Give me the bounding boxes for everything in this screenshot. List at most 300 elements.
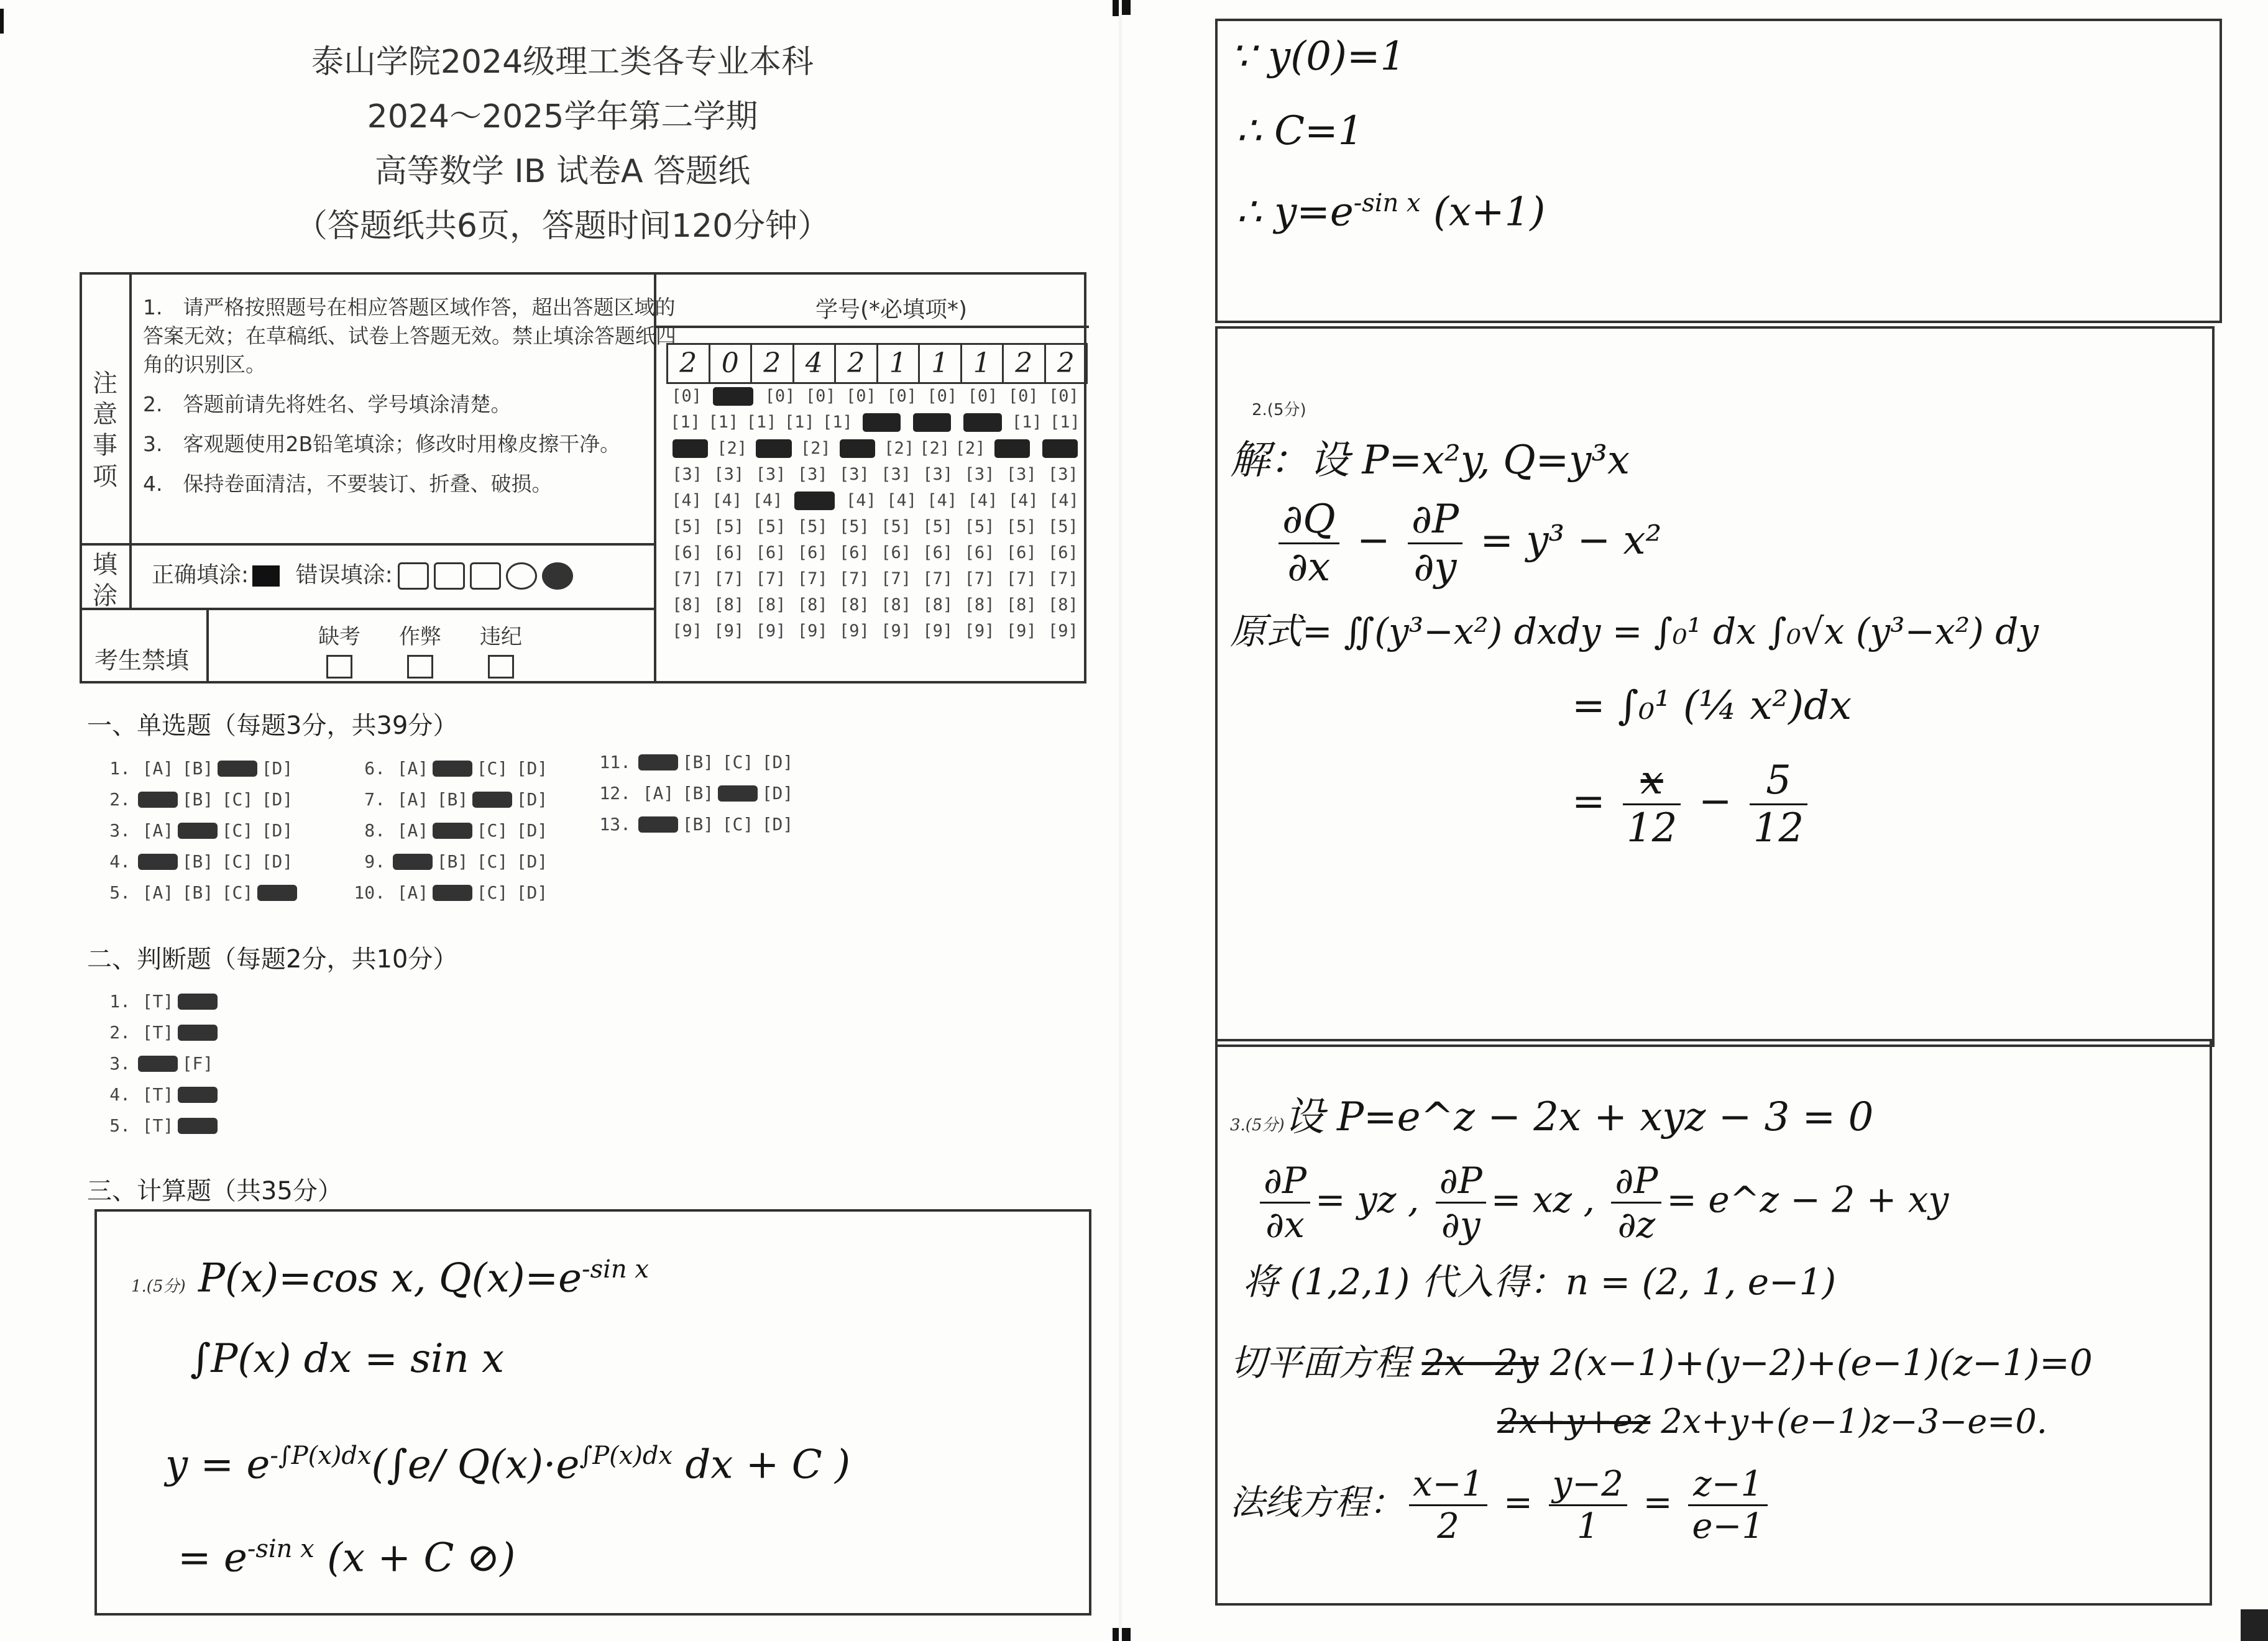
student-id-bubble[interactable]: [5] — [1006, 517, 1037, 536]
corner-mark — [1113, 1628, 1119, 1641]
student-id-digit: 2 — [668, 345, 710, 382]
student-id-bubble-row — [666, 566, 1084, 592]
mc-option-bubble[interactable]: [A] — [397, 789, 429, 810]
student-id-bubble[interactable]: [5] — [881, 517, 911, 536]
student-id-bubble[interactable]: [5] — [1048, 517, 1078, 536]
mc-option-bubble[interactable]: [B] — [181, 789, 214, 810]
tf-option-bubble[interactable]: [T] — [142, 991, 174, 1012]
mc-option-bubble[interactable] — [138, 792, 178, 808]
student-id-bubble[interactable]: [5] — [714, 517, 745, 536]
student-id-digit: 2 — [752, 345, 794, 382]
student-id-bubble[interactable]: [6] — [714, 543, 745, 562]
mc-option-bubble[interactable] — [638, 816, 678, 833]
mc-option-bubble[interactable]: [C] — [221, 820, 254, 841]
notes-label: 注意事项 — [93, 369, 117, 491]
student-id-bubble[interactable]: [3] — [797, 465, 828, 484]
student-id-bubble-row — [666, 436, 1084, 462]
student-id-bubble[interactable]: [1] — [708, 413, 739, 432]
q2-frac-num: 5 — [1750, 757, 1807, 805]
corner-mark — [1122, 0, 1131, 15]
mc-option-bubble[interactable]: [A] — [397, 820, 429, 841]
student-id-bubble[interactable]: [1] — [822, 413, 853, 432]
student-id-bubble[interactable]: [4] — [886, 491, 917, 510]
q1-score: 1.(5分) — [131, 1277, 186, 1296]
tf-question-number: 5. — [109, 1115, 131, 1136]
header-line: 2024～2025学年第二学期 — [367, 98, 758, 135]
mc-option-bubble[interactable]: [B] — [682, 783, 714, 803]
mc-option-bubble[interactable]: [D] — [516, 758, 548, 779]
student-id-bubble[interactable]: [2] — [884, 439, 914, 458]
student-id-bubble[interactable]: [4] — [927, 491, 958, 510]
student-id-bubble[interactable]: [9] — [964, 621, 995, 641]
student-id-bubble[interactable]: [8] — [881, 595, 911, 615]
wrong-fill-sample — [506, 562, 537, 590]
q3-frac-den: ∂z — [1617, 1204, 1656, 1246]
mc-option-bubble[interactable]: [D] — [516, 851, 548, 872]
mc-question-number: 4. — [109, 851, 131, 872]
student-id-bubble[interactable]: [8] — [1048, 595, 1078, 615]
student-id-digit: 2 — [1057, 347, 1075, 379]
mc-option-bubble[interactable]: [C] — [476, 882, 508, 903]
student-id-bubble[interactable]: [0] — [671, 386, 702, 406]
q2-line-3: 原式= ∬(y³−x²) dxdy = ∫₀¹ dx ∫₀√x (y³−x²) dy — [1230, 610, 2039, 652]
fill-side-label — [90, 549, 121, 611]
mc-option-bubble[interactable]: [D] — [261, 820, 293, 841]
student-id-bubble[interactable]: [9] — [672, 621, 702, 641]
mc-option-bubble[interactable] — [257, 885, 297, 901]
tf-option-bubble[interactable] — [178, 994, 218, 1010]
q2-line-1: 解：设 P=x²y, Q=y³x — [1230, 437, 1630, 483]
student-id-bubble[interactable]: [7] — [797, 569, 828, 588]
q3-text: 设 P=e^z − 2x + xyz − 3 = 0 — [1284, 1094, 1874, 1140]
student-id-bubble-row — [666, 540, 1084, 566]
mc-question-row — [348, 851, 552, 872]
student-id-bubble[interactable]: [3] — [1048, 465, 1078, 484]
student-id-bubble[interactable]: [4] — [967, 491, 998, 510]
tf-question-number: 1. — [109, 991, 131, 1012]
student-id-bubble-row — [666, 618, 1084, 644]
q3-line-6: 法线方程： $\frac{x-1}{2}$ = $\frac{y-2}{1}$ = $\frac{z-1}{e-1}$ — [1230, 1464, 1773, 1547]
q1-text: = e — [178, 1535, 247, 1581]
student-id-bubble[interactable]: [9] — [922, 621, 953, 641]
answer-box-q1[interactable] — [94, 1209, 1091, 1616]
student-id-bubble[interactable]: [6] — [797, 543, 828, 562]
mc-option-bubble[interactable] — [138, 854, 178, 870]
student-id-bubble[interactable]: [3] — [922, 465, 953, 484]
mc-question-row — [348, 820, 552, 841]
student-id-bubble[interactable] — [794, 491, 835, 510]
q3-frac-num: ∂P — [1436, 1159, 1486, 1204]
tf-option-bubble[interactable]: [F] — [181, 1053, 214, 1074]
q1-line-4 — [178, 1535, 515, 1581]
q2-fraction — [1750, 757, 1807, 851]
q3-line-5 — [1497, 1402, 2047, 1441]
q1-text: y = e — [165, 1442, 270, 1488]
mc-option-bubble[interactable] — [433, 761, 472, 777]
student-id-bubble[interactable]: [6] — [672, 543, 702, 562]
mc-option-bubble[interactable]: [B] — [682, 814, 714, 834]
student-id-digit: 2 — [1004, 345, 1046, 382]
student-id-bubble[interactable]: [9] — [714, 621, 745, 641]
ban-checkbox[interactable] — [488, 655, 514, 679]
note-item: 2. 答题前请先将姓名、学号填涂清楚。 — [143, 392, 512, 416]
mc-option-bubble[interactable]: [A] — [642, 783, 674, 803]
q3-fraction — [1688, 1464, 1768, 1547]
student-id-digit: 4 — [794, 345, 837, 382]
student-id-bubble[interactable]: [0] — [927, 386, 958, 406]
student-id-bubble[interactable]: [4] — [671, 491, 702, 510]
student-id-bubble[interactable] — [994, 439, 1030, 458]
tf-question-row — [93, 1084, 218, 1105]
q3-frac-num: ∂P — [1611, 1159, 1661, 1204]
q3-frac-den: e−1 — [1692, 1506, 1765, 1547]
student-id-bubble[interactable]: [5] — [839, 517, 870, 536]
ban-checkbox[interactable] — [326, 655, 352, 679]
q2-frac-num: ∂P — [1408, 496, 1462, 544]
student-id-bubble[interactable] — [673, 439, 708, 458]
student-id-bubble[interactable]: [3] — [839, 465, 870, 484]
tf-option-bubble[interactable] — [178, 1118, 218, 1134]
q3-line-2 — [1255, 1159, 1949, 1246]
student-id-bubble[interactable]: [1] — [670, 413, 700, 432]
answer-box-q2[interactable] — [1215, 326, 2215, 1047]
tf-option-bubble[interactable] — [178, 1087, 218, 1103]
answer-sheet-page-right — [1122, 0, 2268, 1641]
student-id-bubble[interactable] — [913, 413, 951, 432]
student-id-bubble-grid[interactable] — [666, 383, 1084, 644]
mc-option-bubble[interactable] — [393, 854, 433, 870]
student-id-bubble[interactable]: [0] — [886, 386, 917, 406]
student-id-digit: 0 — [710, 345, 753, 382]
mc-option-bubble[interactable]: [C] — [722, 752, 754, 772]
fill-label: 填涂 — [93, 551, 117, 610]
q1-text: P(x)=cos x, Q(x)=e — [198, 1255, 582, 1302]
mc-option-bubble[interactable]: [C] — [722, 814, 754, 834]
student-id-bubble[interactable]: [0] — [967, 386, 998, 406]
student-id-bubble[interactable]: [1] — [746, 413, 777, 432]
q3-line-1 — [1230, 1085, 1873, 1142]
student-id-bubble[interactable]: [2] — [919, 439, 950, 458]
ban-option-cheat[interactable] — [399, 619, 441, 679]
ban-option-label: 违纪 — [480, 624, 522, 649]
ban-label: 考生禁填 — [94, 647, 190, 674]
q3-strike: 2x+y+ez — [1497, 1402, 1651, 1441]
student-id-bubble[interactable]: [1] — [1011, 413, 1042, 432]
student-id-bubble[interactable]: [3] — [714, 465, 745, 484]
student-id-bubble[interactable]: [2] — [800, 439, 831, 458]
fill-wrong-label: 错误填涂: — [295, 562, 393, 588]
mc-option-bubble[interactable]: [C] — [476, 758, 508, 779]
student-id-bubble[interactable]: [0] — [1049, 386, 1079, 406]
divider — [654, 326, 1089, 328]
q1-cont-line-3 — [1236, 189, 1545, 235]
mc-option-bubble[interactable]: [D] — [261, 758, 293, 779]
student-id-bubble[interactable]: [6] — [881, 543, 911, 562]
tf-question-row — [93, 1115, 218, 1136]
q3-frac-num: ∂P — [1260, 1159, 1310, 1204]
q3-text: = e^z − 2 + xy — [1666, 1178, 1949, 1221]
section-title-true-false: 二、判断题（每题2分，共10分） — [87, 945, 458, 974]
mc-question-row — [348, 758, 552, 779]
student-id-bubble[interactable]: [3] — [755, 465, 786, 484]
section-title-single-choice: 一、单选题（每题3分，共39分） — [87, 711, 458, 740]
student-id-bubble[interactable]: [8] — [755, 595, 786, 615]
mc-option-bubble[interactable]: [D] — [761, 814, 794, 834]
student-id-bubble[interactable]: [9] — [797, 621, 828, 641]
corner-mark — [0, 9, 4, 34]
mc-question-row — [594, 783, 797, 803]
q2-score: 2.(5分) — [1252, 401, 1306, 419]
mc-question-row — [93, 882, 297, 903]
correct-fill-sample — [252, 565, 280, 587]
student-id-bubble[interactable]: [6] — [1048, 543, 1078, 562]
q3-line-4 — [1230, 1333, 2093, 1386]
mc-option-bubble[interactable]: [A] — [142, 820, 174, 841]
student-id-bubble[interactable]: [7] — [1048, 569, 1078, 588]
student-id-bubble[interactable]: [0] — [805, 386, 836, 406]
student-id-bubble[interactable]: [8] — [714, 595, 745, 615]
q2-line-2: $\frac{\partial Q}{\partial x}$ − $\frac{\partial P}{\partial y}$ = y³ − x² — [1274, 496, 1661, 590]
mc-question-number: 12. — [599, 783, 631, 803]
student-id-bubble[interactable]: [8] — [839, 595, 870, 615]
student-id-written — [666, 343, 1088, 384]
q3-fraction — [1260, 1159, 1310, 1246]
q3-strike: 2x−2y — [1421, 1342, 1539, 1384]
mc-option-bubble[interactable] — [433, 823, 472, 839]
mc-option-bubble[interactable]: [D] — [261, 789, 293, 810]
q3-line-3: 将 (1,2,1) 代入得：n = (2, 1, e−1) — [1242, 1261, 1837, 1303]
mc-option-bubble[interactable] — [433, 885, 472, 901]
q1-cont-sup: -sin x — [1353, 189, 1421, 217]
tf-question-row — [93, 1022, 218, 1043]
student-id-bubble[interactable] — [840, 439, 875, 458]
student-id-bubble[interactable]: [2] — [717, 439, 748, 458]
student-id-bubble[interactable]: [0] — [764, 386, 796, 406]
q3-frac-den: 1 — [1576, 1506, 1599, 1547]
tf-option-bubble[interactable] — [138, 1056, 178, 1072]
q2-frac-den: 12 — [1753, 805, 1804, 851]
student-id-bubble[interactable]: [9] — [755, 621, 786, 641]
student-id-bubble[interactable]: [6] — [839, 543, 870, 562]
notice-table — [80, 272, 1086, 683]
student-id-bubble-row — [666, 409, 1084, 436]
student-id-bubble[interactable]: [9] — [881, 621, 911, 641]
mc-option-bubble[interactable]: [D] — [261, 851, 293, 872]
student-id-bubble[interactable]: [4] — [1008, 491, 1039, 510]
student-id-bubble[interactable] — [713, 387, 753, 406]
student-id-bubble[interactable]: [9] — [839, 621, 870, 641]
student-id-bubble[interactable]: [8] — [1006, 595, 1037, 615]
q3-fraction — [1611, 1159, 1661, 1246]
mc-option-bubble[interactable]: [A] — [397, 758, 429, 779]
q3-fraction — [1549, 1464, 1627, 1547]
student-id-bubble[interactable]: [6] — [1006, 543, 1037, 562]
answer-sheet-page-left — [0, 0, 1119, 1641]
q2-fraction — [1623, 757, 1681, 851]
divider — [82, 543, 654, 546]
student-id-bubble[interactable]: [8] — [672, 595, 702, 615]
q2-frac-den: 12 — [1626, 805, 1678, 851]
tf-question-number: 2. — [109, 1022, 131, 1043]
mc-question-row — [93, 851, 297, 872]
mc-option-bubble[interactable]: [D] — [761, 783, 794, 803]
mc-option-bubble[interactable]: [D] — [761, 752, 794, 772]
student-id-bubble[interactable]: [4] — [1049, 491, 1079, 510]
tf-option-bubble[interactable]: [T] — [142, 1115, 174, 1136]
mc-question-number: 10. — [354, 882, 385, 903]
mc-option-bubble[interactable]: [B] — [181, 758, 214, 779]
q1-text: (∫e∕ Q(x)·e — [371, 1442, 580, 1488]
corner-mark — [1113, 0, 1119, 16]
tf-option-bubble[interactable] — [178, 1025, 218, 1041]
mc-option-bubble[interactable]: [C] — [221, 882, 254, 903]
student-id-bubble[interactable]: [3] — [964, 465, 995, 484]
mc-option-bubble[interactable]: [A] — [397, 882, 429, 903]
tf-option-bubble[interactable]: [T] — [142, 1084, 174, 1105]
mc-option-bubble[interactable]: [D] — [516, 789, 548, 810]
student-id-bubble[interactable]: [8] — [922, 595, 953, 615]
mc-option-bubble[interactable] — [638, 754, 678, 770]
mc-question-number: 1. — [109, 758, 131, 779]
divider — [129, 275, 132, 610]
student-id-bubble[interactable]: [6] — [755, 543, 786, 562]
divider — [206, 608, 209, 681]
mc-option-bubble[interactable] — [472, 792, 512, 808]
tf-question-number: 4. — [109, 1084, 131, 1105]
q1-cont-text: ∴ y=e — [1236, 189, 1354, 235]
q3-text: 2x+y+(e−1)z−3−e=0. — [1661, 1402, 2047, 1441]
ban-checkbox[interactable] — [407, 655, 433, 679]
student-id-bubble[interactable]: [7] — [964, 569, 995, 588]
note-item: 4. 保持卷面清洁，不要装订、折叠、破损。 — [143, 472, 553, 496]
mc-question-number: 3. — [109, 820, 131, 841]
student-id-bubble[interactable]: [6] — [922, 543, 953, 562]
tf-question-row — [93, 991, 218, 1012]
mc-question-number: 2. — [109, 789, 131, 810]
student-id-bubble[interactable] — [756, 439, 791, 458]
mc-question-number: 7. — [364, 789, 385, 810]
mc-option-bubble[interactable]: [B] — [436, 789, 469, 810]
mc-question-row — [348, 789, 552, 810]
mc-question-number: 11. — [599, 752, 631, 772]
q3-fraction — [1436, 1159, 1486, 1246]
q3-frac-den: ∂y — [1441, 1204, 1481, 1246]
mc-option-bubble[interactable]: [C] — [476, 820, 508, 841]
mc-option-bubble[interactable]: [D] — [516, 820, 548, 841]
q2-frac-den: ∂y — [1413, 544, 1457, 590]
student-id-bubble[interactable]: [3] — [1006, 465, 1037, 484]
student-id-bubble[interactable]: [9] — [1048, 621, 1078, 641]
student-id-bubble-row — [666, 514, 1084, 540]
student-id-bubble[interactable]: [7] — [922, 569, 953, 588]
student-id-bubble[interactable]: [7] — [672, 569, 702, 588]
student-id-bubble[interactable]: [5] — [672, 517, 702, 536]
student-id-bubble[interactable]: [8] — [797, 595, 828, 615]
student-id-bubble[interactable]: [5] — [964, 517, 995, 536]
q3-text: = xz , — [1490, 1178, 1595, 1221]
student-id-bubble[interactable]: [3] — [672, 465, 702, 484]
ban-option-violation[interactable] — [480, 619, 522, 679]
student-id-bubble[interactable]: [7] — [755, 569, 786, 588]
student-id-bubble[interactable]: [0] — [846, 386, 876, 406]
q1-line-1 — [131, 1255, 649, 1301]
tf-question-row — [93, 1053, 218, 1074]
mc-option-bubble[interactable]: [C] — [221, 851, 254, 872]
mc-option-bubble[interactable]: [B] — [181, 882, 214, 903]
header-line: （答题纸共6页，答题时间120分钟） — [295, 208, 830, 245]
mc-question-row — [594, 752, 797, 772]
student-id-bubble[interactable]: [3] — [881, 465, 911, 484]
mc-question-row — [93, 789, 297, 810]
q2-frac-num: ∂Q — [1279, 496, 1339, 544]
q3-frac-den: ∂x — [1265, 1204, 1305, 1246]
student-id-bubble[interactable]: [6] — [964, 543, 995, 562]
student-id-bubble[interactable]: [7] — [1006, 569, 1037, 588]
student-id-bubble[interactable]: [5] — [922, 517, 953, 536]
student-id-bubble-row — [666, 488, 1084, 514]
student-id-bubble[interactable]: [4] — [846, 491, 876, 510]
student-id-bubble[interactable]: [7] — [839, 569, 870, 588]
notes-list — [143, 293, 690, 510]
mc-option-bubble[interactable]: [B] — [181, 851, 214, 872]
q3-text: 2(x−1)+(y−2)+(e−1)(z−1)=0 — [1549, 1342, 2093, 1384]
student-id-bubble[interactable]: [4] — [712, 491, 743, 510]
q3-text: 法线方程： — [1230, 1483, 1404, 1523]
student-id-bubble[interactable] — [1042, 439, 1078, 458]
student-id-bubble[interactable]: [7] — [714, 569, 745, 588]
student-id-bubble[interactable]: [2] — [955, 439, 986, 458]
student-id-digit: 1 — [962, 345, 1004, 382]
student-id-bubble[interactable]: [9] — [1006, 621, 1037, 641]
q1-cont-line-1: ∵ y(0)=1 — [1230, 34, 1406, 80]
mc-option-bubble[interactable] — [718, 785, 758, 802]
mc-option-bubble[interactable]: [C] — [476, 851, 508, 872]
student-id-bubble[interactable]: [4] — [752, 491, 783, 510]
mc-question-number: 8. — [364, 820, 385, 841]
q2-fraction — [1408, 496, 1462, 590]
ban-option-label: 作弊 — [399, 624, 441, 649]
q1-text: dx + C ) — [685, 1442, 851, 1488]
mc-option-bubble[interactable]: [C] — [221, 789, 254, 810]
mc-option-bubble[interactable]: [A] — [142, 882, 174, 903]
student-id-bubble[interactable] — [863, 413, 901, 432]
student-id-bubble[interactable]: [1] — [1050, 413, 1080, 432]
student-id-digit: 2 — [836, 345, 878, 382]
wrong-fill-sample — [434, 562, 465, 590]
mc-option-bubble[interactable]: [B] — [682, 752, 714, 772]
student-id-bubble[interactable]: [7] — [881, 569, 911, 588]
student-id-bubble[interactable]: [5] — [797, 517, 828, 536]
answer-box-q3[interactable] — [1215, 1039, 2212, 1606]
student-id-bubble[interactable]: [1] — [784, 413, 815, 432]
mc-option-bubble[interactable]: [B] — [436, 851, 469, 872]
student-id-bubble-row — [666, 592, 1084, 618]
student-id-bubble[interactable]: [8] — [964, 595, 995, 615]
answer-box-q1-continued[interactable] — [1215, 19, 2222, 323]
mc-question-row — [93, 758, 297, 779]
mc-option-bubble[interactable] — [178, 823, 218, 839]
ban-option-absent[interactable] — [318, 619, 360, 679]
student-id-bubble[interactable]: [5] — [755, 517, 786, 536]
mc-option-bubble[interactable]: [D] — [516, 882, 548, 903]
tf-option-bubble[interactable]: [T] — [142, 1022, 174, 1043]
student-id-bubble[interactable]: [0] — [1008, 386, 1039, 406]
mc-option-bubble[interactable]: [A] — [142, 758, 174, 779]
student-id-bubble[interactable] — [963, 413, 1001, 432]
q3-frac-num: y−2 — [1549, 1464, 1627, 1506]
note-item: 1. 请严格按照题号在相应答题区域作答，超出答题区域的答案无效；在草稿纸、试卷上答题无效。禁止填涂答题纸四角的识别区。 — [143, 295, 676, 377]
mc-option-bubble[interactable] — [218, 761, 257, 777]
